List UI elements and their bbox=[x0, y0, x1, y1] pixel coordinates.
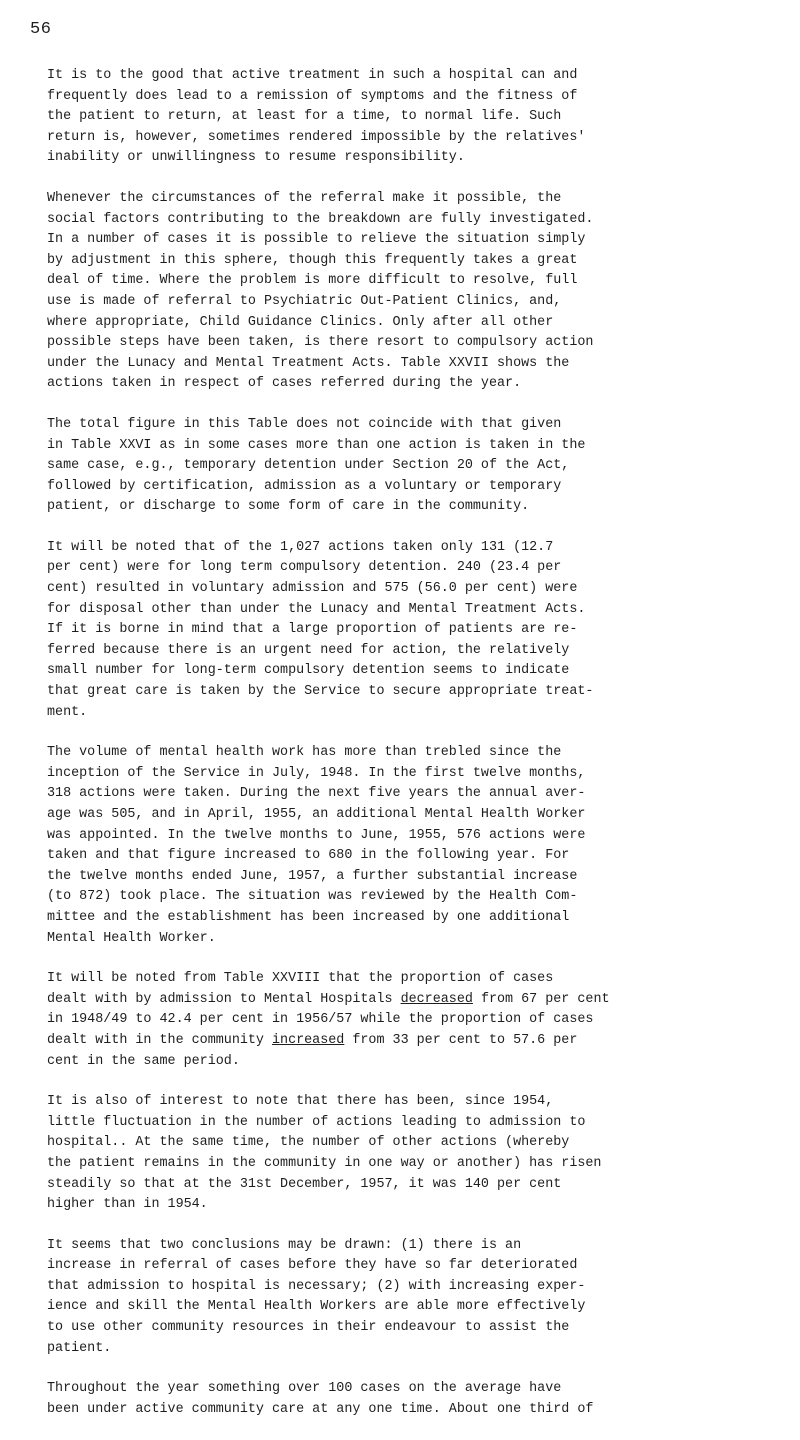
paragraph-conclusions bbox=[47, 1236, 767, 1360]
text-line: actions taken in respect of cases referred during the year. bbox=[47, 376, 522, 392]
text-line: The volume of mental health work has more than trebled since the bbox=[47, 745, 562, 761]
text-line: under the Lunacy and Mental Treatment Acts. Table XXVII shows the bbox=[47, 355, 570, 371]
text-line: cent in the same period. bbox=[47, 1053, 240, 1069]
text-line: (to 872) took place. The situation was reviewed by the Health Com- bbox=[47, 889, 578, 905]
text-line: in 1948/49 to 42.4 per cent in 1956/57 while the proportion of cases bbox=[47, 1012, 594, 1028]
text-line: in Table XXVI as in some cases more than one action is taken in the bbox=[47, 437, 586, 453]
text-line: was appointed. In the twelve months to June, 1955, 576 actions were bbox=[47, 827, 586, 843]
text-line: patient. bbox=[47, 1340, 112, 1356]
text-line: age was 505, and in April, 1955, an additional Mental Health Worker bbox=[47, 807, 586, 822]
paragraph-community-care bbox=[47, 1379, 767, 1420]
text-line: Mental Health Worker. bbox=[47, 930, 216, 946]
text-line: possible steps have been taken, is there resort to compulsory action bbox=[47, 335, 594, 351]
text-line: deal of time. Where the problem is more difficult to resolve, full bbox=[47, 273, 578, 289]
text-line: patient, or discharge to some form of care in the community. bbox=[47, 499, 530, 515]
text-line: by adjustment in this sphere, though this frequently takes a great bbox=[47, 252, 578, 268]
text-line: social factors contributing to the breakdown are fully investigated. bbox=[47, 211, 594, 227]
text-line: 318 actions were taken. During the next five years the annual aver- bbox=[47, 786, 586, 802]
text-line: ferred because there is an urgent need for action, the relatively bbox=[47, 642, 570, 658]
text-line: been under active community care at any one time. About one third of bbox=[47, 1401, 594, 1417]
paragraph-referral-circumstances bbox=[47, 189, 767, 395]
text-line: return is, however, sometimes rendered impossible by the relatives' bbox=[47, 129, 586, 145]
text-line: mittee and the establishment has been increased by one additional bbox=[47, 909, 570, 925]
text-line: dealt with by admission to Mental Hospitals decreased from 67 per cent bbox=[47, 991, 610, 1007]
text-line: that great care is taken by the Service to secure appropriate treat- bbox=[47, 684, 594, 700]
text-line: higher than in 1954. bbox=[47, 1197, 208, 1213]
emphasis-decreased: decreased bbox=[400, 991, 473, 1007]
paragraph-actions-statistics bbox=[47, 538, 767, 723]
text-line: small number for long-term compulsory detention seems to indicate bbox=[47, 663, 570, 679]
text-line: taken and that figure increased to 680 in the following year. For bbox=[47, 848, 570, 864]
text-line: dealt with in the community increased from 33 per cent to 57.6 per bbox=[47, 1032, 578, 1048]
text-line: It is to the good that active treatment in such a hospital can and bbox=[47, 68, 578, 83]
paragraph-hospital-treatment bbox=[47, 66, 767, 169]
text-line: little fluctuation in the number of actions leading to admission to bbox=[47, 1114, 586, 1130]
text-line: that admission to hospital is necessary; (2) with increasing exper- bbox=[47, 1278, 586, 1294]
paragraph-fluctuation bbox=[47, 1092, 767, 1216]
text-line: for disposal other than under the Lunacy and Mental Treatment Acts. bbox=[47, 601, 586, 617]
text-line: It will be noted that of the 1,027 actions taken only 131 (12.7 bbox=[47, 539, 554, 555]
text-line: If it is borne in mind that a large proportion of patients are re- bbox=[47, 622, 578, 638]
paragraph-volume-of-work bbox=[47, 743, 767, 949]
emphasis-increased: increased bbox=[272, 1032, 345, 1048]
text-line: It is also of interest to note that there has been, since 1954, bbox=[47, 1094, 554, 1110]
text-line: same case, e.g., temporary detention under Section 20 of the Act, bbox=[47, 458, 570, 474]
text-line: In a number of cases it is possible to relieve the situation simply bbox=[47, 232, 586, 248]
text-line: ment. bbox=[47, 704, 88, 720]
text-line: cent) resulted in voluntary admission and 575 (56.0 per cent) were bbox=[47, 581, 578, 597]
text-line: ience and skill the Mental Health Workers are able more effectively bbox=[47, 1299, 586, 1315]
text-line: to use other community resources in their endeavour to assist the bbox=[47, 1320, 570, 1336]
text-line: Whenever the circumstances of the referral make it possible, the bbox=[47, 190, 562, 206]
text-line: inception of the Service in July, 1948. In the first twelve months, bbox=[47, 765, 586, 781]
text-line: hospital.. At the same time, the number of other actions (whereby bbox=[47, 1135, 570, 1151]
text-line: Throughout the year something over 100 cases on the average have bbox=[47, 1381, 562, 1397]
text-line: per cent) were for long term compulsory detention. 240 (23.4 per bbox=[47, 560, 562, 576]
text-line: the patient remains in the community in one way or another) has risen bbox=[47, 1155, 602, 1171]
text-line: where appropriate, Child Guidance Clinics. Only after all other bbox=[47, 314, 554, 330]
paragraph-table-xxviii-proportions bbox=[47, 969, 767, 1072]
text-line: followed by certification, admission as a voluntary or temporary bbox=[47, 478, 562, 494]
text-line: the twelve months ended June, 1957, a further substantial increase bbox=[47, 868, 578, 884]
text-line: use is made of referral to Psychiatric Out-Patient Clinics, and, bbox=[47, 293, 562, 309]
text-line: It will be noted from Table XXVIII that the proportion of cases bbox=[47, 971, 554, 987]
text-line: the patient to return, at least for a time, to normal life. Such bbox=[47, 109, 562, 125]
text-line: The total figure in this Table does not coincide with that given bbox=[47, 416, 562, 432]
text-line: increase in referral of cases before they have so far deteriorated bbox=[47, 1258, 578, 1274]
text-line: steadily so that at the 31st December, 1957, it was 140 per cent bbox=[47, 1176, 562, 1192]
text-line: inability or unwillingness to resume responsibility. bbox=[47, 150, 465, 166]
page-number: 56 bbox=[30, 20, 52, 39]
text-line: frequently does lead to a remission of symptoms and the fitness of bbox=[47, 88, 578, 104]
text-line: It seems that two conclusions may be drawn: (1) there is an bbox=[47, 1237, 522, 1253]
body-text bbox=[47, 66, 767, 1440]
paragraph-total-figure bbox=[47, 415, 767, 518]
